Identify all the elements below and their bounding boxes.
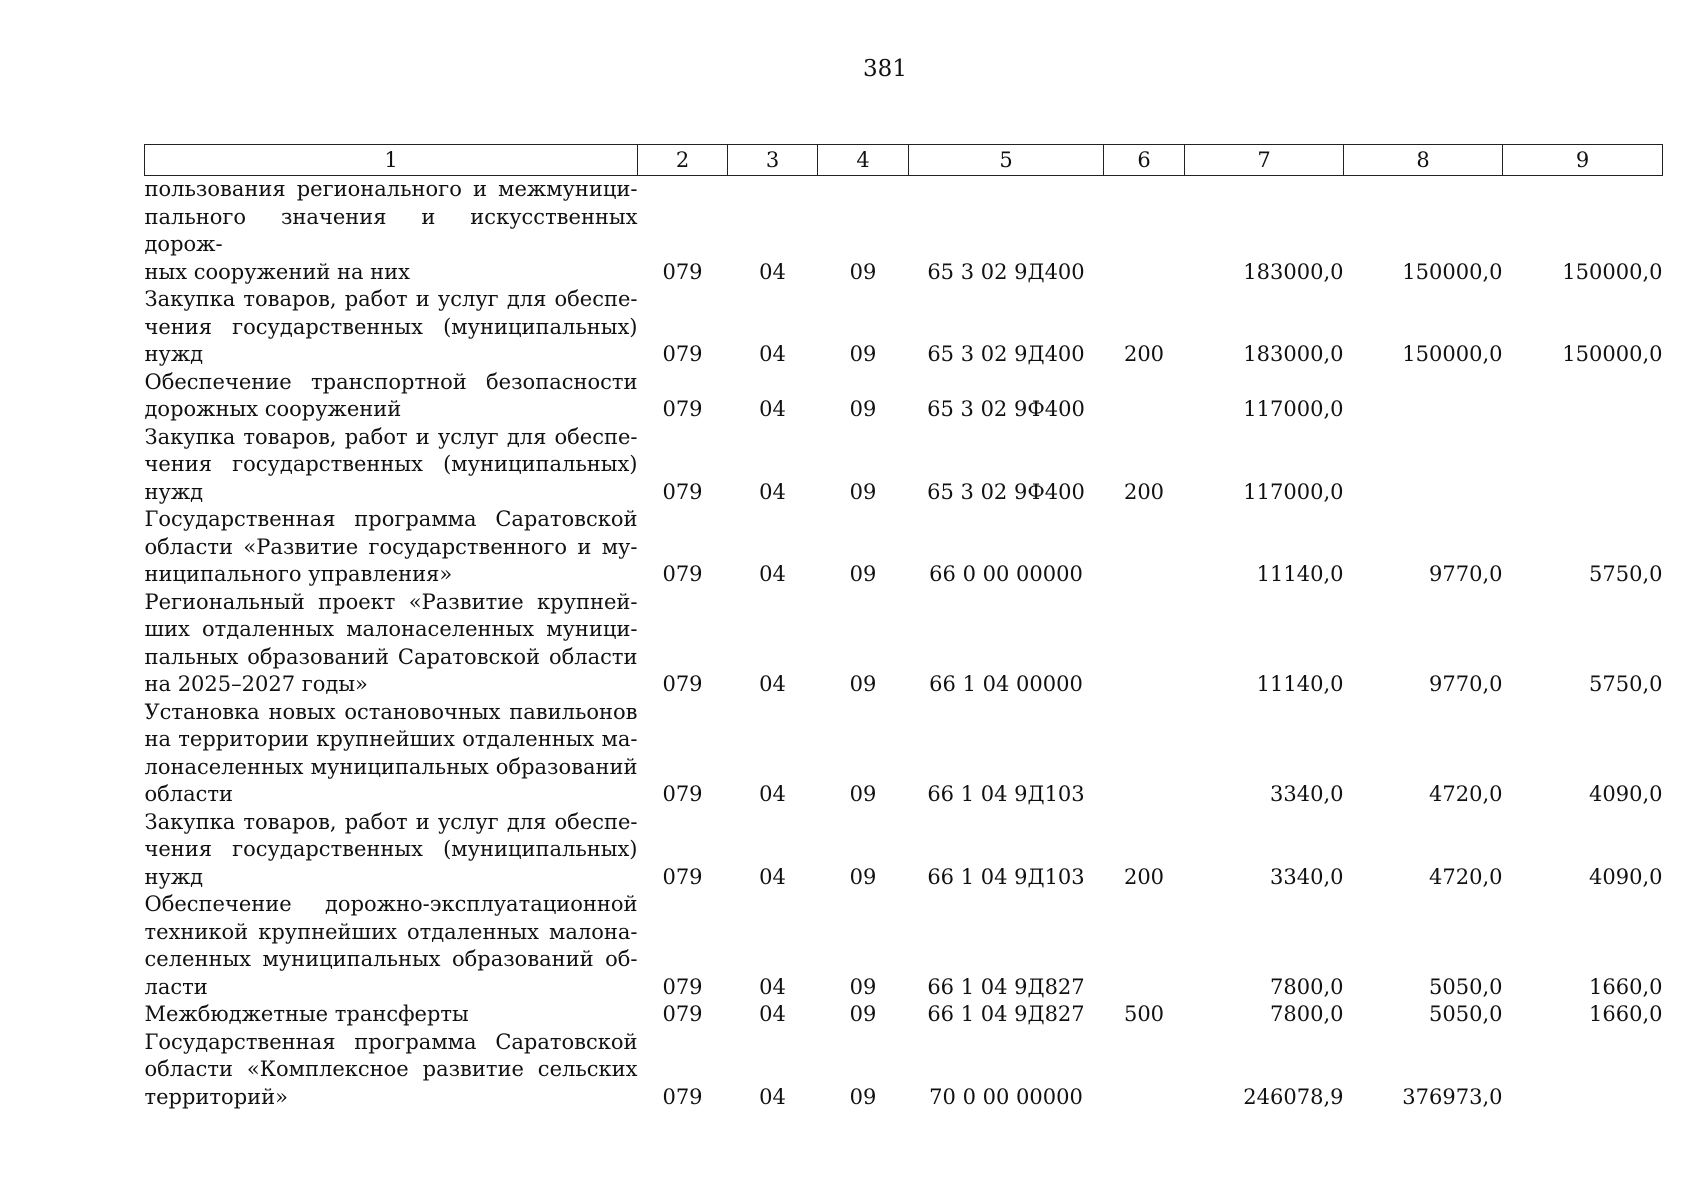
amount-year1-cell: 117000,0 xyxy=(1243,397,1344,421)
amount-year2-cell: 5050,0 xyxy=(1429,974,1503,999)
row-description xyxy=(145,809,638,892)
amount-year3-cell: 1660,0 xyxy=(1589,1002,1663,1026)
description-line: на 2025–2027 годы» xyxy=(144,672,368,696)
description-line: пользования регионального и межмуници- xyxy=(144,177,638,201)
column-header-1: 1 xyxy=(145,145,638,176)
column-header-6: 6 xyxy=(1104,145,1185,176)
code-expense-type-cell: 200 xyxy=(1123,864,1165,889)
table-row xyxy=(145,1029,1663,1112)
amount-year2-cell xyxy=(1344,424,1503,507)
amount-year2-cell xyxy=(1344,369,1503,424)
code-section-cell: 04 xyxy=(759,342,786,366)
description-line: Закупка товаров, работ и услуг для обеспе- xyxy=(144,424,638,449)
description-line: нужд xyxy=(144,479,204,504)
code-subsection-cell: 09 xyxy=(849,782,877,806)
table-row xyxy=(145,809,1663,892)
code-subsection-cell: 09 xyxy=(849,1084,877,1109)
amount-year3-cell: 150000,0 xyxy=(1562,259,1663,284)
description-line: области «Развитие государственного и му- xyxy=(144,534,638,559)
table-row xyxy=(145,176,1663,287)
description-line: ных сооружений на них xyxy=(144,259,411,284)
amount-year2-cell: 150000,0 xyxy=(1402,259,1503,284)
column-header-2: 2 xyxy=(638,145,728,176)
code-subsection-cell: 09 xyxy=(849,479,877,504)
code-subsection-cell: 09 xyxy=(849,864,877,889)
amount-year1-cell: 3340,0 xyxy=(1270,782,1344,806)
code-target-article-cell: 66 1 04 9Д827 xyxy=(927,1002,1085,1026)
description-line: Региональный проект «Развитие крупней- xyxy=(144,589,638,614)
code-section-cell: 04 xyxy=(759,672,786,696)
description-line: нужд xyxy=(144,864,204,889)
description-line: дорожных сооружений xyxy=(144,397,402,421)
table-body xyxy=(145,176,1663,1112)
code-target-article-cell: 66 1 04 00000 xyxy=(929,672,1083,696)
code-admin-cell: 079 xyxy=(662,1084,703,1109)
row-description xyxy=(145,424,638,507)
row-description xyxy=(145,506,638,589)
code-admin-cell: 079 xyxy=(662,782,703,806)
code-expense-type-cell xyxy=(1104,891,1185,1001)
description-line: Закупка товаров, работ и услуг для обеспе- xyxy=(144,287,638,311)
amount-year2-cell: 9770,0 xyxy=(1429,672,1503,696)
code-admin-cell: 079 xyxy=(662,342,703,366)
column-header-5: 5 xyxy=(909,145,1104,176)
row-description xyxy=(145,1029,638,1112)
amount-year3-cell xyxy=(1503,1029,1663,1112)
amount-year1-cell: 183000,0 xyxy=(1243,259,1344,284)
code-expense-type-cell xyxy=(1104,699,1185,809)
code-subsection-cell: 09 xyxy=(849,342,877,366)
page-number: 381 xyxy=(863,56,907,82)
code-subsection-cell: 09 xyxy=(849,259,877,284)
amount-year3-cell: 4090,0 xyxy=(1589,782,1663,806)
amount-year1-cell: 246078,9 xyxy=(1243,1084,1344,1109)
column-header-8: 8 xyxy=(1344,145,1503,176)
row-description xyxy=(145,176,638,287)
description-line: чения государственных (муниципальных) xyxy=(144,837,638,861)
code-expense-type-cell: 500 xyxy=(1123,1002,1165,1026)
column-header-3: 3 xyxy=(728,145,818,176)
row-description xyxy=(145,369,638,424)
code-admin-cell: 079 xyxy=(662,562,703,586)
row-description xyxy=(145,589,638,699)
table-row xyxy=(145,369,1663,424)
description-line: пального значения и искусственных дорож- xyxy=(144,204,638,256)
row-description xyxy=(145,286,638,369)
column-header-4: 4 xyxy=(818,145,909,176)
table-row xyxy=(145,699,1663,809)
code-section-cell: 04 xyxy=(759,1084,786,1109)
amount-year3-cell: 150000,0 xyxy=(1562,342,1663,366)
code-section-cell: 04 xyxy=(759,782,786,806)
amount-year1-cell: 11140,0 xyxy=(1256,562,1344,586)
description-line: лонаселенных муниципальных образований xyxy=(144,754,638,779)
code-admin-cell: 079 xyxy=(662,259,703,284)
budget-table xyxy=(144,144,1663,1111)
description-line: ласти xyxy=(144,974,208,999)
description-line: чения государственных (муниципальных) xyxy=(144,314,638,339)
column-header-9: 9 xyxy=(1503,145,1663,176)
table-row xyxy=(145,506,1663,589)
code-section-cell: 04 xyxy=(759,974,786,999)
description-line: Обеспечение дорожно-эксплуатационной xyxy=(144,892,638,916)
description-line: пальных образований Саратовской области xyxy=(144,644,638,669)
table-row xyxy=(145,589,1663,699)
description-line: Установка новых остановочных павильонов xyxy=(144,699,638,724)
amount-year3-cell: 1660,0 xyxy=(1589,974,1663,999)
description-line: ниципального управления» xyxy=(144,562,453,586)
code-target-article-cell: 65 3 02 9Д400 xyxy=(927,259,1085,284)
code-expense-type-cell xyxy=(1104,589,1185,699)
table-header-row xyxy=(145,145,1663,176)
description-line: Государственная программа Саратовской xyxy=(144,507,638,531)
code-expense-type-cell: 200 xyxy=(1123,342,1165,366)
amount-year3-cell: 5750,0 xyxy=(1589,672,1663,696)
code-target-article-cell: 65 3 02 9Ф400 xyxy=(927,397,1085,421)
amount-year2-cell: 4720,0 xyxy=(1429,864,1503,889)
column-header-7: 7 xyxy=(1185,145,1344,176)
description-line: техникой крупнейших отдаленных малона- xyxy=(144,919,638,944)
code-target-article-cell: 66 1 04 9Д103 xyxy=(927,864,1085,889)
description-line: ших отдаленных малонаселенных муници- xyxy=(144,617,638,641)
code-target-article-cell: 66 0 00 00000 xyxy=(929,562,1083,586)
amount-year2-cell: 150000,0 xyxy=(1402,342,1503,366)
code-subsection-cell: 09 xyxy=(849,672,877,696)
code-expense-type-cell xyxy=(1104,1029,1185,1112)
code-admin-cell: 079 xyxy=(662,1002,703,1026)
amount-year2-cell: 9770,0 xyxy=(1429,562,1503,586)
code-section-cell: 04 xyxy=(759,562,786,586)
code-section-cell: 04 xyxy=(759,397,786,421)
row-description xyxy=(145,891,638,1001)
code-target-article-cell: 66 1 04 9Д827 xyxy=(927,974,1085,999)
table-row xyxy=(145,286,1663,369)
amount-year3-cell xyxy=(1503,424,1663,507)
description-line: чения государственных (муниципальных) xyxy=(144,452,638,476)
description-line: Государственная программа Саратовской xyxy=(144,1029,638,1054)
amount-year3-cell: 5750,0 xyxy=(1589,562,1663,586)
code-section-cell: 04 xyxy=(759,864,786,889)
code-admin-cell: 079 xyxy=(662,479,703,504)
description-line: области xyxy=(144,782,234,806)
description-line: селенных муниципальных образований об- xyxy=(144,947,638,971)
table-row xyxy=(145,1001,1663,1029)
code-expense-type-cell xyxy=(1104,369,1185,424)
row-description xyxy=(145,1001,638,1029)
amount-year2-cell: 376973,0 xyxy=(1402,1084,1503,1109)
code-expense-type-cell xyxy=(1104,176,1185,287)
amount-year3-cell: 4090,0 xyxy=(1589,864,1663,889)
code-admin-cell: 079 xyxy=(662,672,703,696)
amount-year1-cell: 7800,0 xyxy=(1270,1002,1344,1026)
code-section-cell: 04 xyxy=(759,479,786,504)
code-target-article-cell: 65 3 02 9Ф400 xyxy=(927,479,1085,504)
code-admin-cell: 079 xyxy=(662,397,703,421)
code-expense-type-cell: 200 xyxy=(1123,479,1165,504)
description-line: территорий» xyxy=(144,1084,288,1109)
code-admin-cell: 079 xyxy=(662,864,703,889)
description-line: на территории крупнейших отдаленных ма- xyxy=(144,727,638,751)
amount-year2-cell: 5050,0 xyxy=(1429,1002,1503,1026)
amount-year1-cell: 11140,0 xyxy=(1256,672,1344,696)
code-target-article-cell: 65 3 02 9Д400 xyxy=(927,342,1085,366)
description-line: Закупка товаров, работ и услуг для обеспе- xyxy=(144,809,638,834)
description-line: Обеспечение транспортной безопасности xyxy=(144,369,638,394)
code-subsection-cell: 09 xyxy=(849,974,877,999)
description-line: области «Комплексное развитие сельских xyxy=(144,1057,638,1081)
table-row xyxy=(145,424,1663,507)
code-subsection-cell: 09 xyxy=(849,1002,877,1026)
code-subsection-cell: 09 xyxy=(849,562,877,586)
code-admin-cell: 079 xyxy=(662,974,703,999)
table-row xyxy=(145,891,1663,1001)
code-target-article-cell: 70 0 00 00000 xyxy=(929,1084,1083,1109)
row-description xyxy=(145,699,638,809)
code-subsection-cell: 09 xyxy=(849,397,877,421)
code-expense-type-cell xyxy=(1104,506,1185,589)
amount-year3-cell xyxy=(1503,369,1663,424)
description-line: Межбюджетные трансферты xyxy=(144,1002,469,1026)
amount-year1-cell: 7800,0 xyxy=(1270,974,1344,999)
code-target-article-cell: 66 1 04 9Д103 xyxy=(927,782,1085,806)
code-section-cell: 04 xyxy=(759,259,786,284)
amount-year1-cell: 183000,0 xyxy=(1243,342,1344,366)
amount-year1-cell: 117000,0 xyxy=(1243,479,1344,504)
description-line: нужд xyxy=(144,342,204,366)
amount-year1-cell: 3340,0 xyxy=(1270,864,1344,889)
amount-year2-cell: 4720,0 xyxy=(1429,782,1503,806)
code-section-cell: 04 xyxy=(759,1002,786,1026)
